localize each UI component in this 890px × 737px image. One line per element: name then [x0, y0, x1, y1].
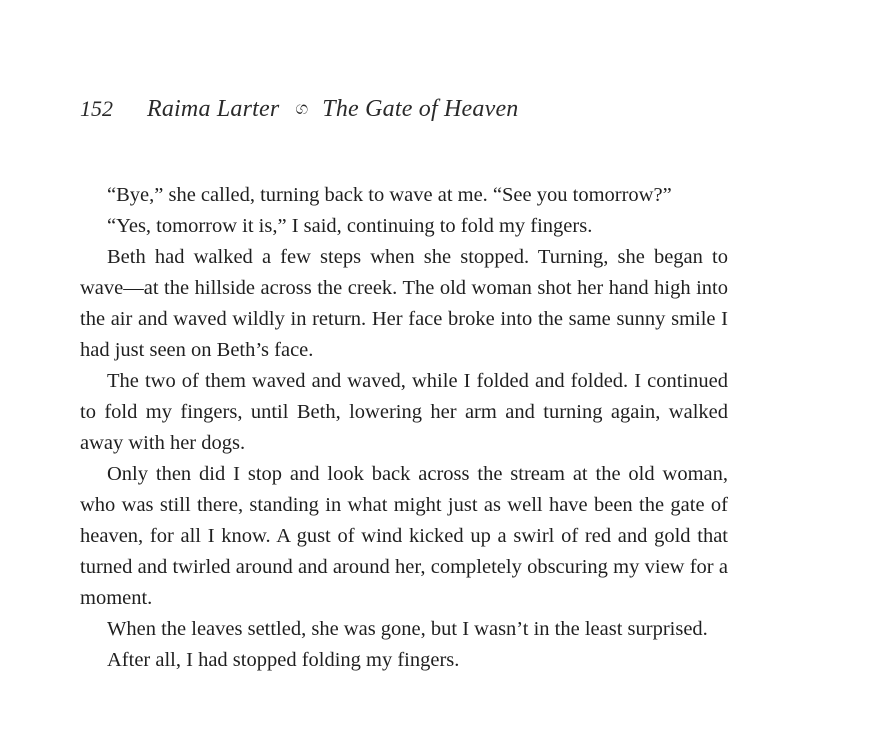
body-text: [80, 180, 728, 676]
author-name: Raima Larter: [147, 96, 280, 122]
paragraph-6: When the leaves settled, she was gone, but I wasn’t in the least surprised.: [107, 618, 708, 640]
book-title: The Gate of Heaven: [322, 96, 519, 122]
ornament-icon: ග: [295, 98, 309, 118]
paragraph-2: “Yes, tomorrow it is,” I said, continuing to fold my fingers.: [107, 215, 593, 237]
paragraph-7: After all, I had stopped folding my fingers.: [107, 649, 460, 671]
paragraph-3: Beth had walked a few steps when she stopped. Turning, she began to wave—at the hillside across the creek. The old woman shot her hand high into the air and waved wildly in return. Her face broke into the same sunny smile I had just seen on Beth’s face.: [80, 246, 728, 361]
running-head: [80, 96, 519, 130]
paragraph-4: The two of them waved and waved, while I folded and folded. I continued to fold my fingers, until Beth, lowering her arm and turning again, walked away with her dogs.: [80, 370, 728, 454]
page-number: 152: [80, 96, 113, 121]
paragraph-5: Only then did I stop and look back across the stream at the old woman, who was still there, standing in what might just as well have been the gate of heaven, for all I know. A gust of wind kicked up a swirl of red and gold that turned and twirled around and around her, completely obscuring my view for a moment.: [80, 463, 728, 609]
paragraph-1: “Bye,” she called, turning back to wave at me. “See you tomorrow?”: [107, 184, 672, 206]
